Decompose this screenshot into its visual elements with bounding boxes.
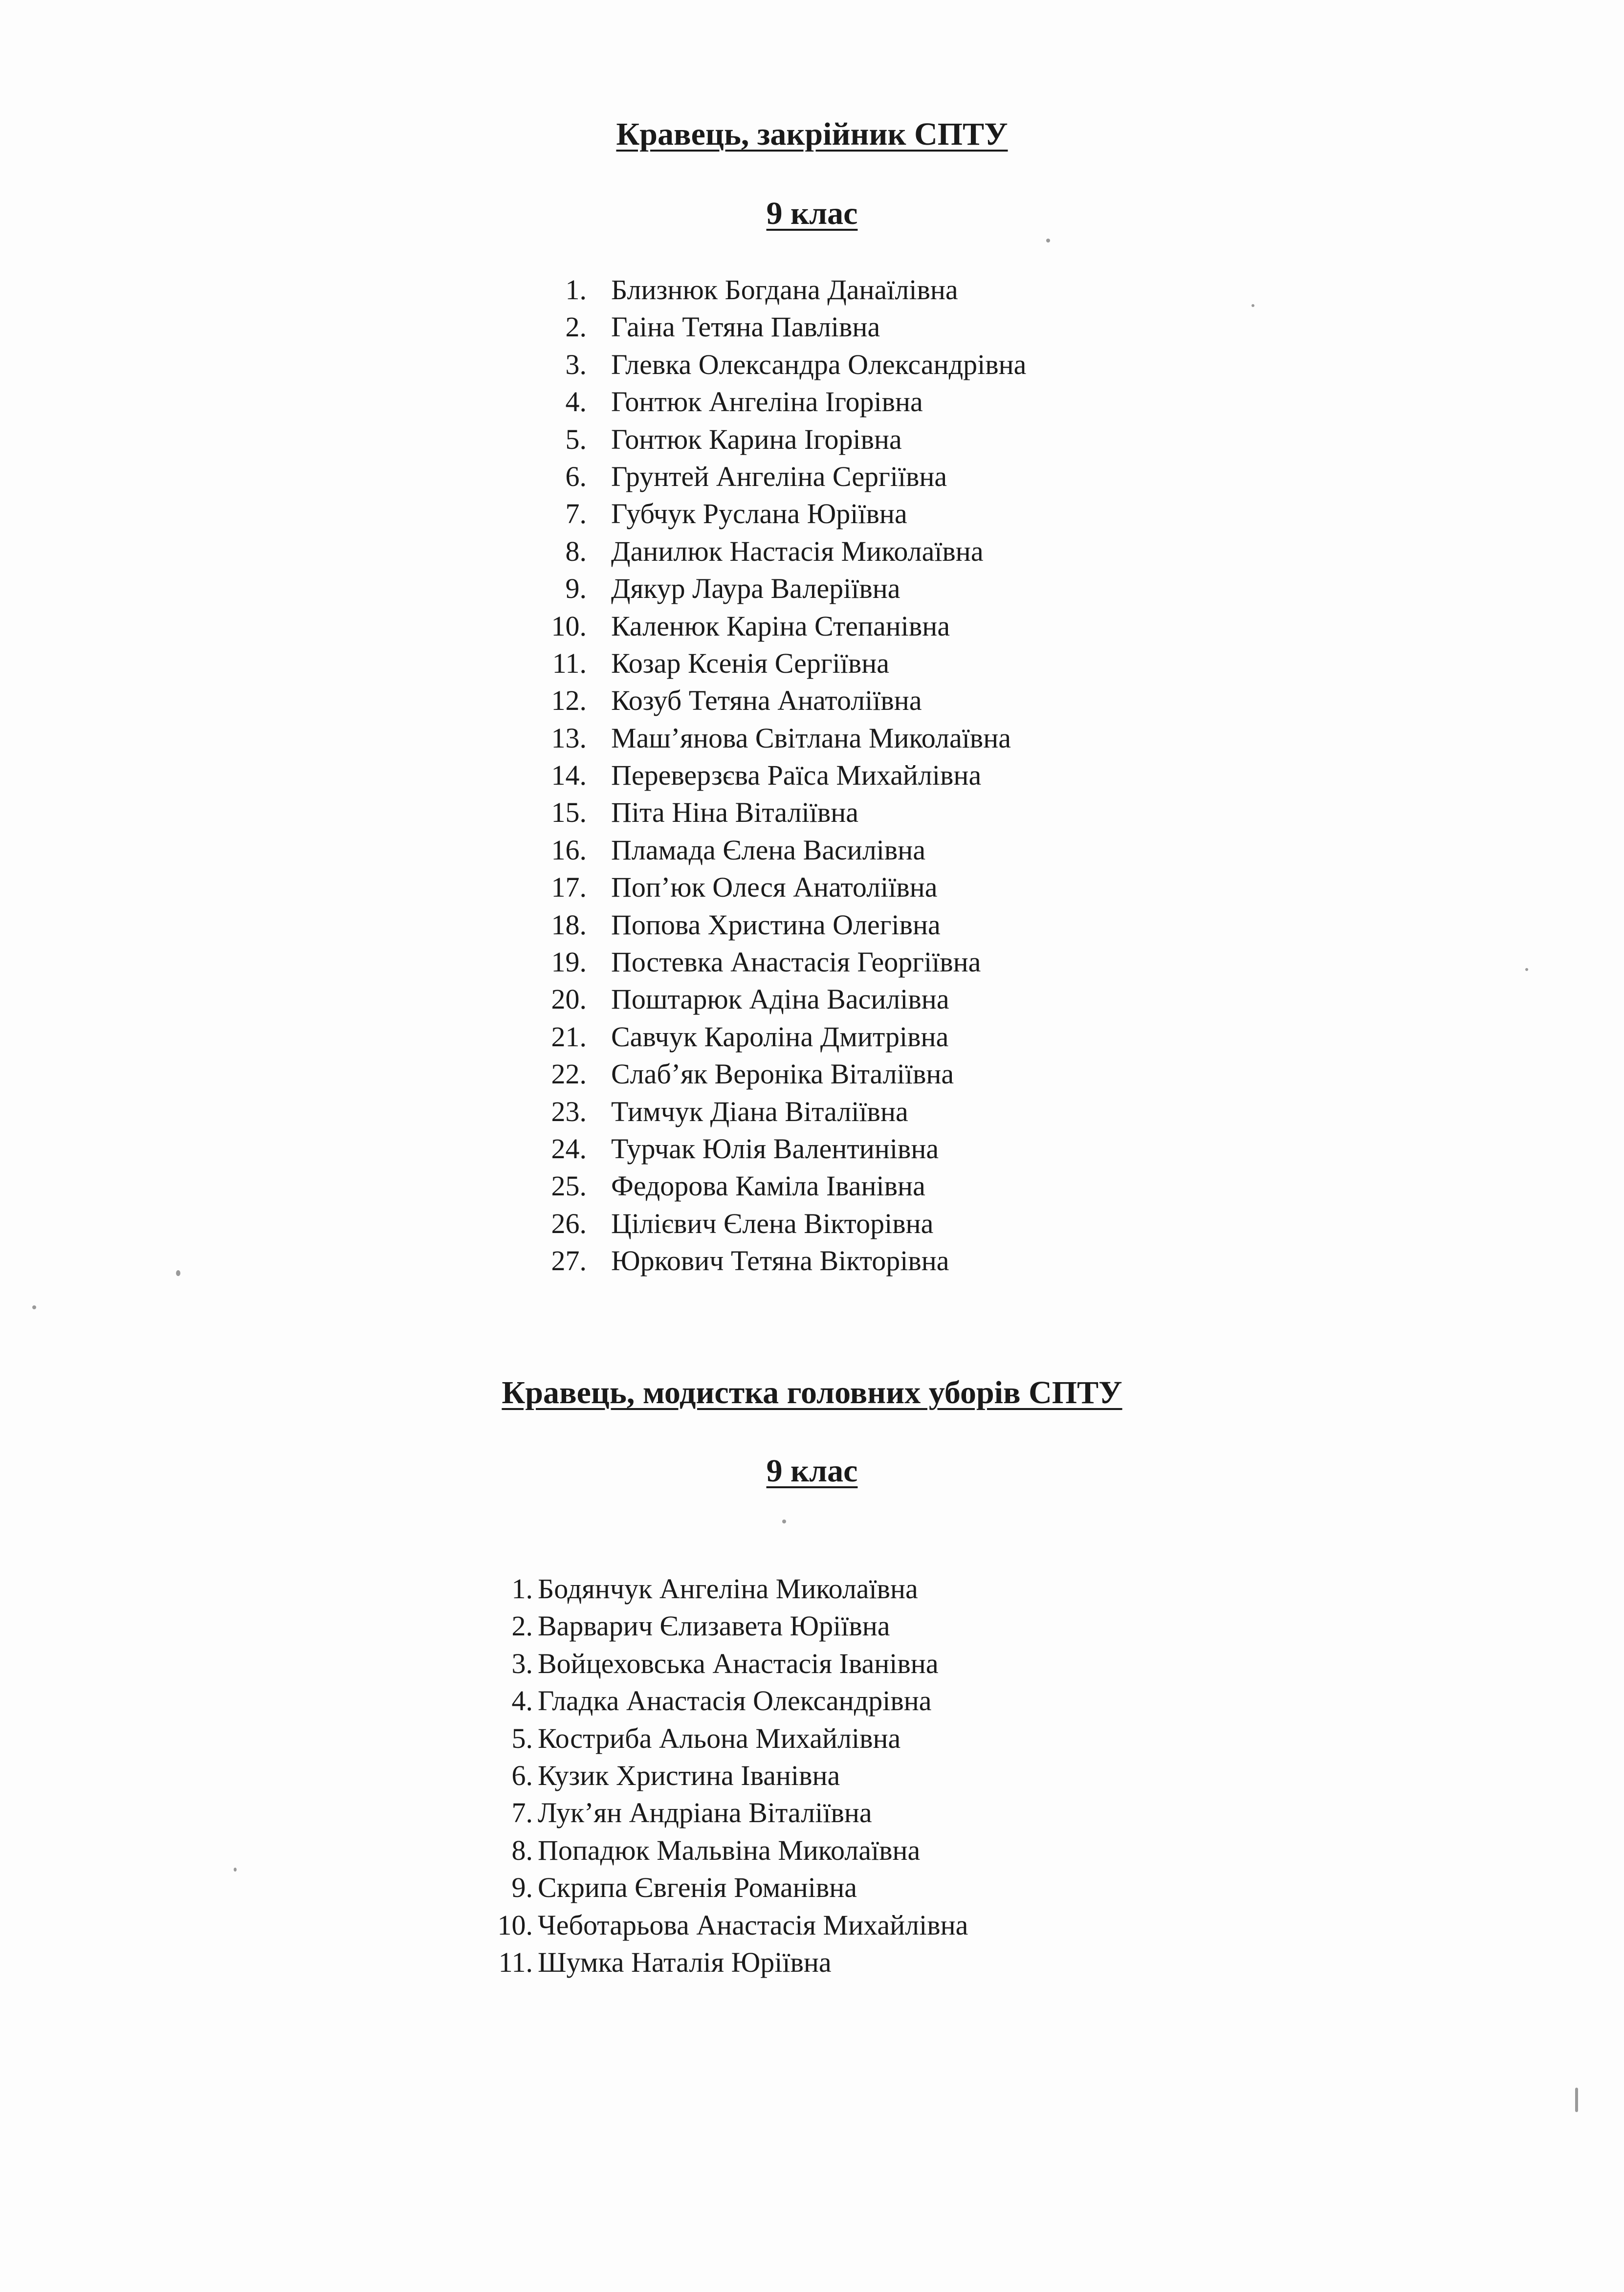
list-item-number: 7. — [565, 498, 587, 530]
list-item-number: 21. — [551, 1020, 587, 1053]
student-name: Дякур Лаура Валеріївна — [611, 573, 900, 605]
student-name: Гладка Анастасія Олександрівна — [538, 1685, 932, 1717]
list-item-number: 17. — [551, 871, 587, 904]
list-item — [528, 346, 1163, 383]
list-item — [455, 1757, 1090, 1794]
list-item — [455, 1907, 1090, 1944]
list-item — [528, 309, 1163, 346]
list-item — [528, 1093, 1163, 1130]
student-name: Переверзєва Раїса Михайлівна — [611, 759, 982, 792]
list-item-number: 10. — [497, 1909, 533, 1941]
student-name: Постевка Анастасія Георгіївна — [611, 946, 981, 978]
list-item-number: 16. — [551, 834, 587, 866]
list-item — [528, 1168, 1163, 1205]
list-item — [528, 1205, 1163, 1242]
student-name: Войцеховська Анастасія Іванівна — [538, 1647, 939, 1679]
student-name: Кузик Христина Іванівна — [538, 1759, 840, 1791]
student-name: Козуб Тетяна Анатоліївна — [611, 684, 922, 717]
list-item-number: 26. — [551, 1207, 587, 1239]
list-item-number: 9. — [511, 1872, 533, 1904]
student-name: Шумка Наталія Юріївна — [538, 1946, 832, 1978]
scan-speck — [234, 1868, 237, 1872]
student-name: Глевка Олександра Олександрівна — [611, 348, 1027, 380]
scan-speck — [1251, 304, 1254, 307]
student-name: Грунтей Ангеліна Сергіївна — [611, 460, 947, 492]
student-name: Попадюк Мальвіна Миколаївна — [538, 1834, 921, 1866]
list-item-number: 3. — [565, 348, 587, 380]
list-item — [528, 645, 1163, 682]
student-name: Юркович Тетяна Вікторівна — [611, 1245, 949, 1277]
list-item — [528, 1056, 1163, 1093]
student-name: Поштарюк Адіна Василівна — [611, 983, 949, 1015]
list-item — [528, 682, 1163, 719]
list-item-number: 12. — [551, 684, 587, 717]
list-item — [528, 1130, 1163, 1168]
list-item-number: 4. — [511, 1685, 533, 1717]
list-item-number: 13. — [551, 722, 587, 754]
student-name: Попова Христина Олегівна — [611, 908, 941, 941]
student-name: Кострибa Альона Михайлівна — [538, 1722, 901, 1754]
student-name: Скрипа Євгенія Романівна — [538, 1872, 857, 1904]
student-name: Поп’юк Олеся Анатоліївна — [611, 871, 938, 904]
section-1-title: Кравець, закрійник СПТУ — [616, 116, 1008, 152]
scan-speck — [782, 1520, 786, 1523]
section-2-grade: 9 клас — [766, 1453, 858, 1489]
list-item-number: 11. — [552, 647, 587, 679]
student-name: Федорова Каміла Іванівна — [611, 1170, 925, 1202]
list-item — [455, 1869, 1090, 1906]
list-item-number: 11. — [498, 1946, 533, 1978]
list-item-number: 2. — [511, 1610, 533, 1642]
list-item — [528, 794, 1163, 831]
list-item — [528, 383, 1163, 420]
scan-speck — [1046, 239, 1050, 242]
section-2-title: Кравець, модистка головних уборів СПТУ — [502, 1375, 1122, 1410]
student-name: Лук’ян Андріана Віталіївна — [538, 1797, 872, 1829]
list-item-number: 25. — [551, 1170, 587, 1202]
list-item — [528, 495, 1163, 532]
list-item — [528, 271, 1163, 309]
list-item — [455, 1645, 1090, 1682]
list-item — [528, 421, 1163, 458]
student-name: Гонтюк Ангеліна Ігорівна — [611, 386, 923, 418]
student-name: Цілієвич Єлена Вікторівна — [611, 1207, 934, 1239]
list-item — [528, 906, 1163, 944]
list-item-number: 10. — [551, 610, 587, 642]
student-name: Данилюк Настасія Миколаївна — [611, 535, 984, 567]
student-name: Варварич Єлизавета Юріївна — [538, 1610, 890, 1642]
list-item-number: 5. — [565, 423, 587, 455]
list-item — [455, 1608, 1090, 1645]
student-name: Маш’янова Світлана Миколаївна — [611, 722, 1011, 754]
section-2-student-list — [455, 1570, 1090, 1981]
list-item — [455, 1944, 1090, 1981]
student-name: Піта Ніна Віталіївна — [611, 796, 859, 829]
list-item — [528, 757, 1163, 794]
student-name: Гонтюк Карина Ігорівна — [611, 423, 902, 455]
list-item — [528, 1018, 1163, 1056]
list-item-number: 14. — [551, 759, 587, 792]
list-item — [528, 832, 1163, 869]
scan-speck — [176, 1270, 180, 1276]
student-name: Бодянчук Ангеліна Миколаївна — [538, 1573, 918, 1605]
list-item-number: 8. — [565, 535, 587, 567]
list-item-number: 20. — [551, 983, 587, 1015]
list-item-number: 2. — [565, 311, 587, 343]
list-item-number: 23. — [551, 1095, 587, 1127]
scan-speck — [1575, 2088, 1578, 2112]
list-item-number: 3. — [511, 1647, 533, 1679]
list-item-number: 5. — [511, 1722, 533, 1754]
student-name: Каленюк Каріна Степанівна — [611, 610, 950, 642]
list-item-number: 27. — [551, 1245, 587, 1277]
list-item — [528, 720, 1163, 757]
list-item — [528, 608, 1163, 645]
list-item-number: 8. — [511, 1834, 533, 1866]
list-item-number: 7. — [511, 1797, 533, 1829]
list-item — [528, 869, 1163, 906]
list-item — [528, 1242, 1163, 1279]
list-item-number: 19. — [551, 946, 587, 978]
list-item — [455, 1794, 1090, 1831]
list-item — [455, 1832, 1090, 1869]
list-item — [528, 944, 1163, 981]
student-name: Турчак Юлія Валентинівна — [611, 1132, 939, 1165]
scan-speck — [32, 1305, 36, 1309]
list-item — [455, 1720, 1090, 1757]
list-item — [455, 1570, 1090, 1608]
list-item-number: 15. — [551, 796, 587, 829]
list-item — [528, 458, 1163, 495]
student-name: Гаіна Тетяна Павлівна — [611, 311, 880, 343]
list-item — [528, 981, 1163, 1018]
student-name: Тимчук Діана Віталіївна — [611, 1095, 908, 1127]
list-item-number: 24. — [551, 1132, 587, 1165]
list-item-number: 6. — [565, 460, 587, 492]
student-name: Пламада Єлена Василівна — [611, 834, 926, 866]
list-item — [528, 533, 1163, 570]
list-item-number: 6. — [511, 1759, 533, 1791]
list-item-number: 18. — [551, 908, 587, 941]
student-name: Козар Ксенія Сергіївна — [611, 647, 890, 679]
list-item-number: 4. — [565, 386, 587, 418]
list-item — [528, 570, 1163, 607]
section-1-student-list — [528, 271, 1163, 1280]
section-1-grade: 9 клас — [766, 196, 858, 231]
list-item-number: 9. — [565, 573, 587, 605]
student-name: Слаб’як Вероніка Віталіївна — [611, 1058, 954, 1090]
list-item-number: 22. — [551, 1058, 587, 1090]
list-item-number: 1. — [511, 1573, 533, 1605]
scan-speck — [1525, 968, 1528, 971]
list-item — [455, 1682, 1090, 1719]
student-name: Чеботарьова Анастасія Михайлівна — [538, 1909, 968, 1941]
student-name: Губчук Руслана Юріївна — [611, 498, 907, 530]
student-name: Близнюк Богдана Данаїлівна — [611, 274, 958, 306]
list-item-number: 1. — [565, 274, 587, 306]
student-name: Савчук Кароліна Дмитрівна — [611, 1020, 949, 1053]
